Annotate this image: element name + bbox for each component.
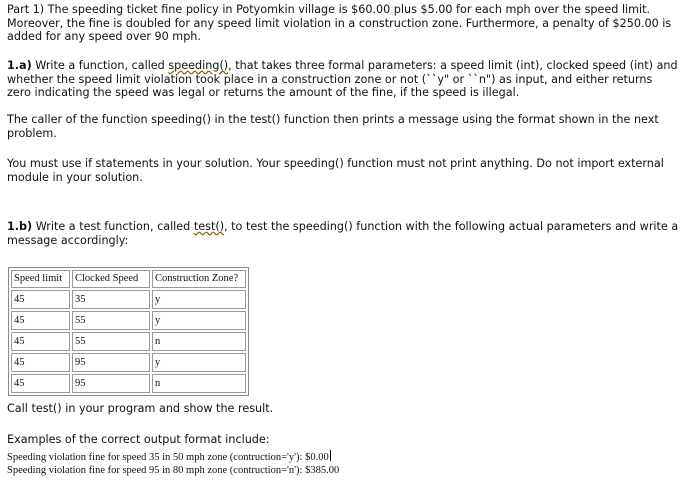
header-speed-limit: Speed limit <box>11 270 70 288</box>
table-cell: y <box>152 311 246 330</box>
table-row <box>11 374 246 393</box>
example-output-line-1: Speeding violation fine for speed 35 in 50 mph zone (contruction='y'): $0.00 <box>7 452 329 463</box>
table-cell: 95 <box>72 353 150 372</box>
caller-line-2: problem. <box>7 126 57 140</box>
table-cell: 45 <box>11 311 70 330</box>
table-cell: n <box>152 374 246 393</box>
call-test-text <box>7 402 687 416</box>
table-cell: 55 <box>72 311 150 330</box>
table-cell: n <box>152 332 246 351</box>
question-1a-line-2: whether the speed limit violation took place in a construction zone or not (``y" or ``n") as input, and either returns <box>7 72 653 86</box>
if-statements-line-1: You must use if statements in your solution. Your speeding() function must not print anything. Do not import external <box>7 157 664 170</box>
examples-output <box>7 450 687 477</box>
table-header-row <box>11 270 246 288</box>
question-1b-line-2: message accordingly: <box>7 233 129 247</box>
question-1a-text-b: , that takes three formal parameters: a speed limit (int), clocked speed (int) and <box>228 59 678 72</box>
table-cell: y <box>152 353 246 372</box>
table-cell: 55 <box>72 332 150 351</box>
table-cell: y <box>152 290 246 309</box>
question-1a-text-a: Write a function, called <box>31 59 169 72</box>
part1-paragraph <box>7 3 687 44</box>
example-output-line-2: Speeding violation fine for speed 95 in 80 mph zone (contruction='n'): $385.00 <box>7 465 340 476</box>
part1-line-1: Part 1) The speeding ticket fine policy in Potyomkin village is $60.00 plus $5.00 for each mph over the speed limit. <box>7 3 651 16</box>
speeding-function-name: speeding() <box>168 59 229 72</box>
table-cell: 45 <box>11 290 70 309</box>
question-1b-text-b: , to test the speeding() function with the following actual parameters and write a <box>224 220 679 233</box>
part1-line-3: added for any speed over 90 mph. <box>7 30 201 44</box>
table-row <box>11 311 246 330</box>
table-cell: 45 <box>11 353 70 372</box>
question-1a-paragraph <box>7 59 687 100</box>
examples-label <box>7 433 687 447</box>
header-construction-zone: Construction Zone? <box>152 270 246 288</box>
caller-line-1: The caller of the function speeding() in the test() function then prints a message using the format shown in the next <box>7 113 659 126</box>
question-1b-number: 1.b) <box>7 220 33 233</box>
test-function-name: test() <box>193 220 225 233</box>
test-parameters-table <box>8 267 249 396</box>
table-cell: 45 <box>11 374 70 393</box>
table-row <box>11 353 246 372</box>
text-cursor <box>330 450 331 461</box>
examples-label-text: Examples of the correct output format include: <box>7 433 270 446</box>
call-test-line: Call test() in your program and show the result. <box>7 402 274 415</box>
part1-line-2: Moreover, the fine is doubled for any speed limit violation in a construction zone. Furthermore, a penalty of $250.00 is <box>7 16 672 30</box>
table-row <box>11 332 246 351</box>
question-1b-text-a: Write a test function, called <box>32 220 194 233</box>
table-cell: 35 <box>72 290 150 309</box>
question-1a-number: 1.a) <box>7 59 32 72</box>
header-clocked-speed: Clocked Speed <box>72 270 150 288</box>
table-cell: 95 <box>72 374 150 393</box>
question-1b-paragraph <box>7 220 687 247</box>
caller-paragraph <box>7 113 687 140</box>
table-cell: 45 <box>11 332 70 351</box>
table-row <box>11 290 246 309</box>
if-statements-line-2: module in your solution. <box>7 170 143 184</box>
question-1a-line-3: zero indicating the speed was legal or returns the amount of the fine, if the speed is illegal. <box>7 86 520 100</box>
if-statements-paragraph <box>7 157 687 184</box>
